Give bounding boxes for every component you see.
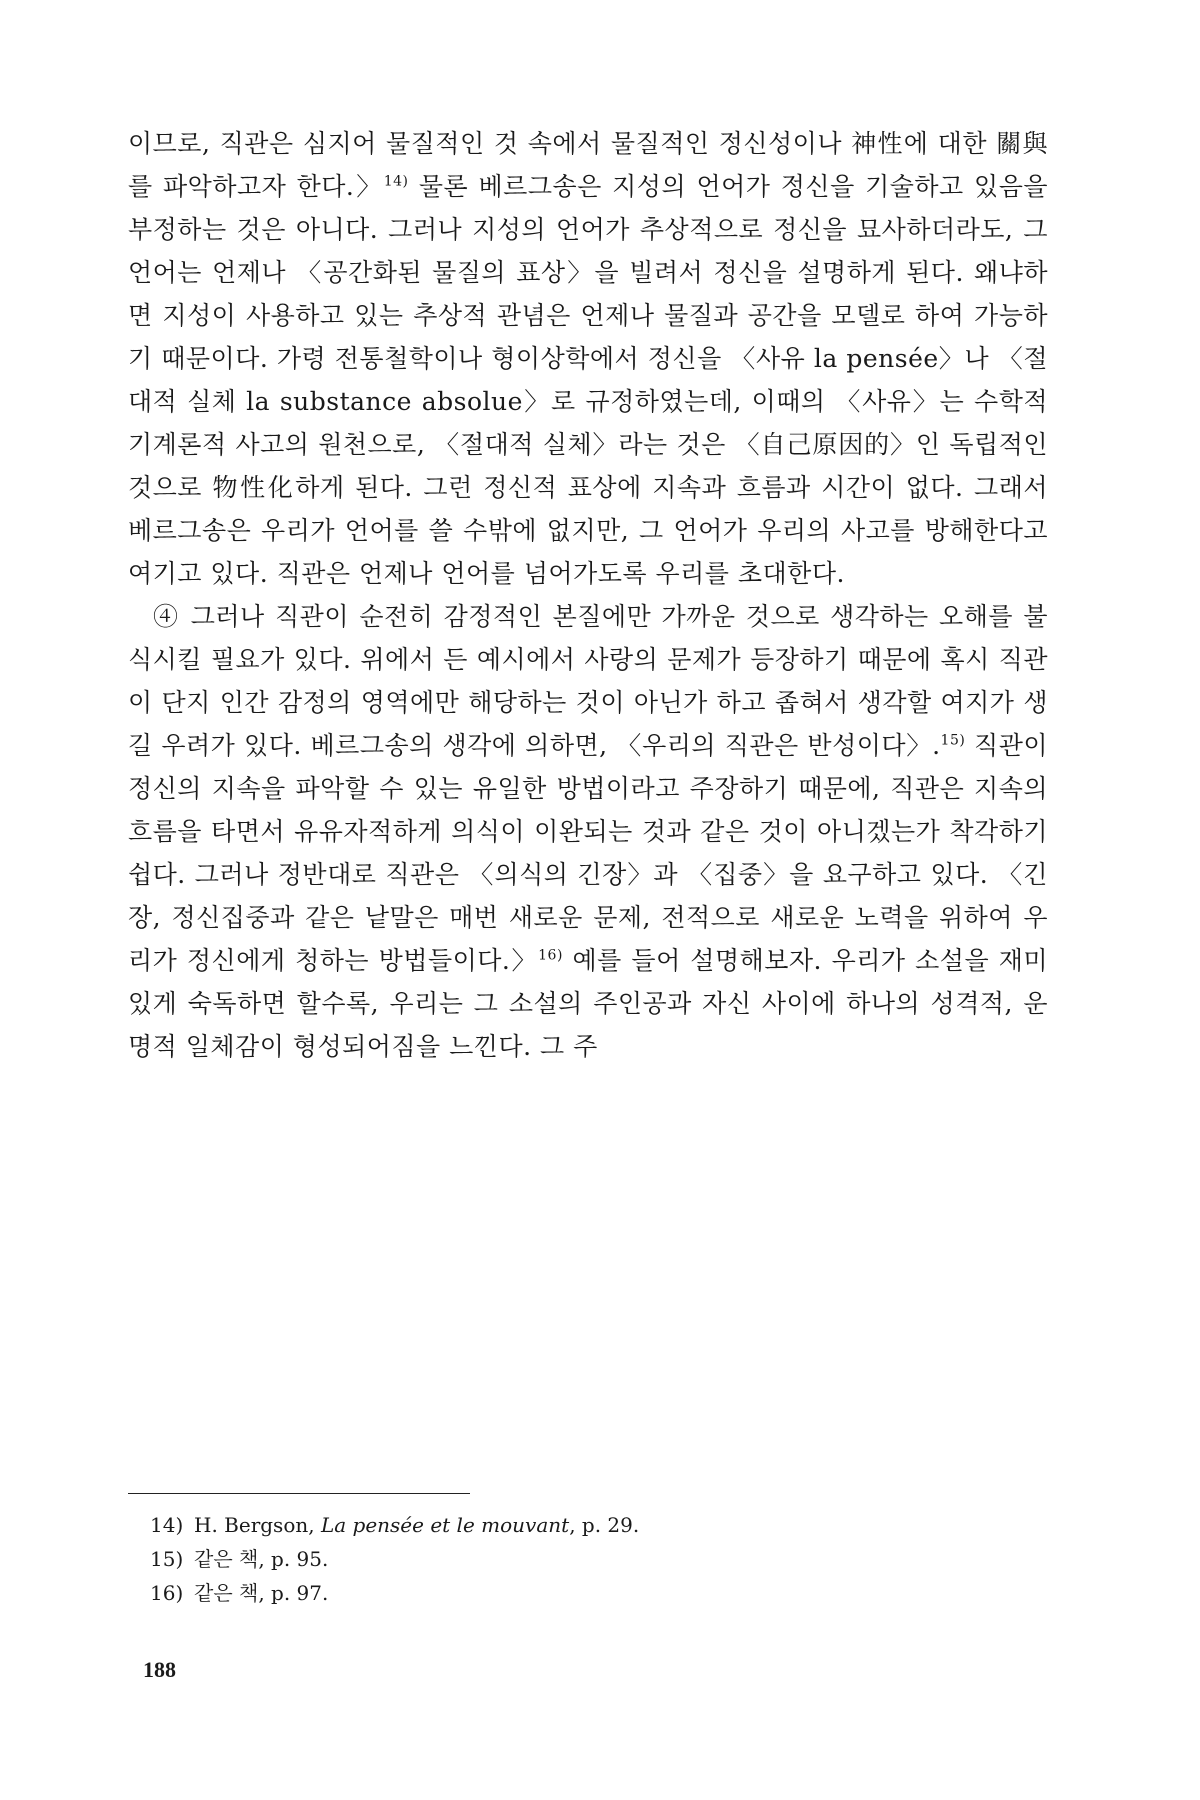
footnote-number: 15) <box>150 1547 184 1571</box>
paragraph-2 <box>128 595 1048 1068</box>
text-segment: 물론 베르그송은 지성의 언어가 정신을 기술하고 있음을 부정하는 것은 아니다. 그러나 지성의 언어가 추상적으로 정신을 묘사하더라도, 그 언어는 언제나 〈공간화된 물질의 표상〉을 빌려서 정신을 설명하게 된다. 왜냐하면 지성이 사용하고 있는 추상적 관념은 언제나 물질과 공간을 모델로 하여 가능하기 때문이다. 가령 전통철학이나 형이상학에서 정신을 〈사유 la pensée〉나 〈절대적 실체 la substance absolue〉로 규정하였는데, 이때의 〈사유〉는 수학적 기계론적 사고의 원천으로, 〈절대적 실체〉라는 것은 〈自己原因的〉인 독립적인 것으로 物性化하게 된다. 그런 정신적 표상에 지속과 흐름과 시간이 없다. 그래서 베르그송은 우리가 언어를 쓸 수밖에 없지만, 그 언어가 우리의 사고를 방해한다고 여기고 있다. 직관은 언제나 언어를 넘어가도록 우리를 초대한다. <box>128 172 1048 588</box>
footnote-15 <box>150 1542 1030 1576</box>
text-segment: 예를 들어 설명해보자. 우리가 소설을 재미있게 숙독하면 할수록, 우리는 그 소설의 주인공과 자신 사이에 하나의 성격적, 운명적 일체감이 형성되어짐을 느낀다. 그 주 <box>128 946 1048 1061</box>
footnote-text-after: , p. 29. <box>569 1513 640 1537</box>
footnote-title: La pensée et le mouvant <box>320 1513 570 1537</box>
footnote-divider <box>128 1493 470 1494</box>
footnote-16 <box>150 1576 1030 1610</box>
footnote-ref-15: 15) <box>940 732 966 749</box>
footnote-14 <box>150 1508 1030 1542</box>
footnote-text: 같은 책, p. 97. <box>194 1581 329 1605</box>
page-number: 188 <box>143 1657 176 1682</box>
paragraph-1 <box>128 122 1048 595</box>
footnote-text: 같은 책, p. 95. <box>194 1547 329 1571</box>
footnotes <box>150 1508 1030 1610</box>
body-text <box>128 122 1048 1068</box>
footnote-number: 16) <box>150 1581 184 1605</box>
footnote-ref-16: 16) <box>538 947 563 964</box>
text-segment: ④ 그러나 직관이 순전히 감정적인 본질에만 가까운 것으로 생각하는 오해를 불식시킬 필요가 있다. 위에서 든 예시에서 사랑의 문제가 등장하기 때문에 혹시 직관이 단지 인간 감정의 영역에만 해당하는 것이 아닌가 하고 좁혀서 생각할 여지가 생길 우려가 있다. 베르그송의 생각에 의하면, 〈우리의 직관은 반성이다〉. <box>128 602 1048 760</box>
footnote-text: H. Bergson, <box>194 1513 321 1537</box>
text-segment: 이므로, 직관은 심지어 물질적인 것 속에서 물질적인 정신성이나 神性에 대한 關與를 파악하고자 한다.〉 <box>128 129 1048 201</box>
footnote-number: 14) <box>150 1513 184 1537</box>
text-segment: 직관이 정신의 지속을 파악할 수 있는 유일한 방법이라고 주장하기 때문에, 직관은 지속의 흐름을 타면서 유유자적하게 의식이 이완되는 것과 같은 것이 아니겠는가 착각하기 쉽다. 그러나 정반대로 직관은 〈의식의 긴장〉과 〈집중〉을 요구하고 있다. 〈긴장, 정신집중과 같은 낱말은 매번 새로운 문제, 전적으로 새로운 노력을 위하여 우리가 정신에게 청하는 방법들이다.〉 <box>128 731 1049 975</box>
footnote-ref-14: 14) <box>383 173 409 190</box>
